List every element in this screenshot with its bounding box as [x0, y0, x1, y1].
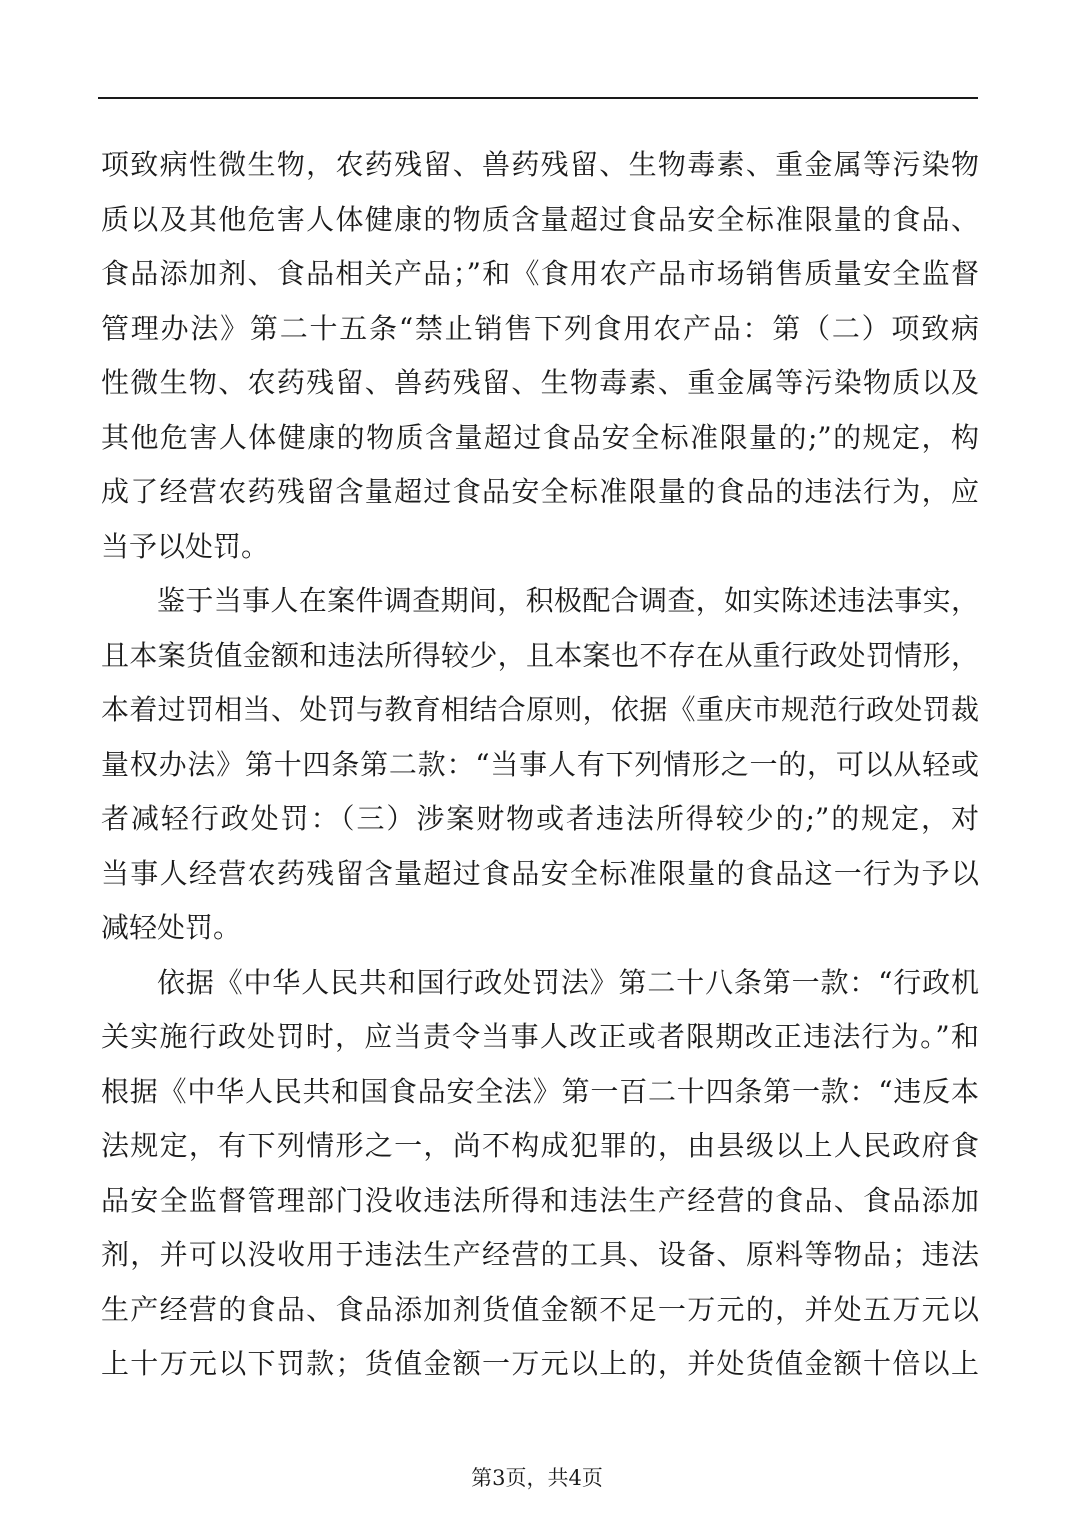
text-line: 性微生物、农药残留、兽药残留、生物毒素、重金属等污染物质以及: [101, 366, 979, 399]
text-line: 且本案货值金额和违法所得较少，且本案也不存在从重行政处罚情形，: [101, 638, 979, 672]
text-line: 者减轻行政处罚：（三）涉案财物或者违法所得较少的;”的规定，对: [101, 802, 979, 835]
text-line: 当予以处罚。: [101, 529, 270, 563]
text-line: 鉴于当事人在案件调查期间，积极配合调查，如实陈述违法事实，: [157, 584, 979, 617]
text-line: 减轻处罚。: [101, 911, 242, 944]
text-line: 质以及其他危害人体健康的物质含量超过食品安全标准限量的食品、: [101, 202, 979, 236]
text-line: 量权办法》第十四条第二款：“当事人有下列情形之一的，可以从轻或: [101, 747, 979, 781]
body-text: [101, 138, 979, 1392]
text-line: 法规定，有下列情形之一，尚不构成犯罪的，由县级以上人民政府食: [101, 1129, 979, 1162]
text-line: 管理办法》第二十五条“禁止销售下列食用农产品：第（二）项致病: [101, 311, 979, 345]
text-line: 依据《中华人民共和国行政处罚法》第二十八条第一款：“行政机: [157, 965, 979, 999]
text-line: 根据《中华人民共和国食品安全法》第一百二十四条第一款：“违反本: [101, 1074, 979, 1108]
header-rule: [98, 97, 978, 99]
text-line: 本着过罚相当、处罚与教育相结合原则，依据《重庆市规范行政处罚裁: [101, 693, 979, 726]
text-line: 食品添加剂、食品相关产品；”和《食用农产品市场销售质量安全监督: [101, 257, 979, 290]
text-line: 其他危害人体健康的物质含量超过食品安全标准限量的;”的规定，构: [101, 420, 979, 454]
text-line: 关实施行政处罚时，应当责令当事人改正或者限期改正违法行为。”和: [101, 1020, 979, 1053]
text-line: 上十万元以下罚款；货值金额一万元以上的，并处货值金额十倍以上: [101, 1347, 979, 1380]
text-line: 当事人经营农药残留含量超过食品安全标准限量的食品这一行为予以: [101, 856, 979, 890]
text-line: 剂，并可以没收用于违法生产经营的工具、设备、原料等物品；违法: [101, 1238, 979, 1271]
text-line: 品安全监督管理部门没收违法所得和违法生产经营的食品、食品添加: [101, 1183, 979, 1217]
text-line: 成了经营农药残留含量超过食品安全标准限量的食品的违法行为，应: [101, 475, 979, 508]
page-footer: 第3页，共4页: [471, 1466, 603, 1490]
text-line: 生产经营的食品、食品添加剂货值金额不足一万元的，并处五万元以: [101, 1292, 979, 1326]
text-line: 项致病性微生物，农药残留、兽药残留、生物毒素、重金属等污染物: [101, 148, 979, 181]
